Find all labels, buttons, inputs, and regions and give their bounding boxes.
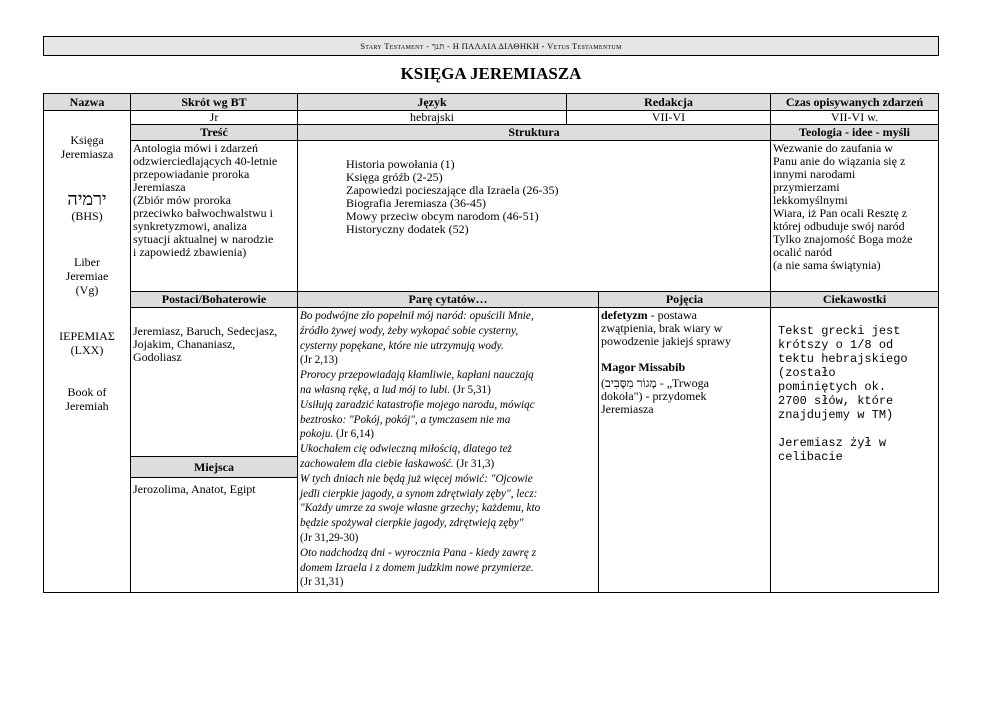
nazwa-line: [44, 237, 130, 251]
quote-line: W tych dniach nie będą już więcej mówić: "Ojcowie: [300, 472, 533, 485]
quote-line: na własną rękę, a lud mój to lubi.: [300, 383, 451, 396]
tresc-line: odzwierciedlających 40-letnie: [133, 154, 278, 168]
tresc-line: i zapowiedź zbawienia): [133, 245, 247, 259]
value-skrot: Jr: [130, 110, 298, 125]
value-czas: VII-VI w.: [770, 110, 939, 125]
quote-line: Prorocy przepowiadają kłamliwie, kapłani nauczają: [300, 369, 534, 382]
tresc-line: przepowiadanie proroka: [133, 167, 250, 181]
pojecia-cell: [598, 307, 771, 593]
teologia-line: Wiara, iż Pan ocali Resztę z: [773, 206, 908, 220]
quote-line: jedli cierpkie jagody, a synom zdrętwiały zęby", lecz:: [300, 487, 538, 500]
nazwa-line: Book of: [67, 385, 107, 399]
trivia-line: pominiętych ok.: [778, 380, 887, 394]
trivia-line: krótszy o 1/8 od: [778, 338, 894, 352]
postaci-cell: [130, 307, 298, 457]
quote-line: będzie spożywał cierpkie jagody, zdrętwieją zęby": [300, 517, 524, 530]
struktura-line: Historia powołania (1): [346, 157, 455, 171]
cytaty-cell: [297, 307, 599, 593]
miejsca-cell: [130, 477, 298, 593]
nazwa-line: Jeremiae: [65, 269, 109, 283]
postaci-line: Jeremiasz, Baruch, Sedecjasz,: [133, 324, 278, 338]
quote-line: beztrosko: "Pokój, pokój", a tymczasem nie ma: [300, 413, 511, 426]
teologia-line: Wezwanie do zaufania w: [773, 141, 893, 155]
nazwa-line: (LXX): [70, 343, 104, 357]
quote-line: Oto nadchodzą dni - wyrocznia Pana - kiedy zawrę z: [300, 546, 537, 559]
nazwa-line: [44, 311, 130, 325]
teologia-line: lekkomyślnymi: [773, 193, 848, 207]
quote-ref: (Jr 31,31): [300, 576, 344, 589]
teologia-line: Panu anie do wiązania się z: [773, 154, 906, 168]
trivia-line: Tekst grecki jest: [778, 324, 901, 338]
value-redakcja: VII-VI: [566, 110, 771, 125]
postaci-line: Jojakim, Chananiasz,: [133, 337, 236, 351]
struktura-line: Historyczny dodatek (52): [346, 222, 469, 236]
quote-ref: (Jr 31,3): [453, 457, 495, 470]
struktura-line: Księga gróźb (2-25): [346, 170, 443, 184]
ciekawostki-cell: [770, 307, 939, 593]
definition-line: Jeremiasza: [601, 402, 654, 416]
quote-line: "Każdy umrze za swoje własne grzechy; każdemu, kto: [300, 502, 541, 515]
quote-line: Ukochałem cię odwieczną miłością, dlatego też: [300, 443, 512, 456]
quote-line: Bo podwójne zło popełnił mój naród: opuścili Mnie,: [300, 310, 534, 322]
nazwa-line: Księga: [70, 133, 104, 147]
nazwa-line: Jeremiah: [65, 399, 109, 413]
quote-line: zachowałem dla ciebie łaskawość.: [300, 457, 454, 470]
nazwa-line: [44, 175, 130, 189]
trivia-line: Jeremiasz żył w: [778, 436, 887, 450]
struktura-line: Zapowiedzi pocieszające dla Izraela (26-35): [346, 183, 559, 197]
postaci-line: Godoliasz: [133, 350, 182, 364]
quote-line: źródło żywej wody, żeby wykopać sobie cysterny,: [300, 324, 519, 337]
miejsca-value: Jerozolima, Anatot, Egipt: [133, 482, 256, 496]
quote-line: cysterny popękane, które nie utrzymują wody.: [300, 339, 504, 352]
trivia-line: tektu hebrajskiego: [778, 352, 908, 366]
header-cytaty: Parę cytatów…: [297, 291, 599, 308]
nazwa-hebrew: ירמיה: [67, 189, 107, 209]
struktura-line: Mowy przeciw obcym narodom (46-51): [346, 209, 539, 223]
struktura-cell: [297, 140, 771, 292]
trivia-line: 2700 słów, które: [778, 394, 894, 408]
definition-line: powodzenie jakiejś sprawy: [601, 334, 731, 348]
quote-ref: (Jr 2,13): [300, 354, 338, 367]
header-czas: Czas opisywanych zdarzeń: [770, 93, 939, 111]
quote-ref: (Jr 6,14): [333, 428, 374, 441]
teologia-line: której odbuduje swój naród: [773, 219, 905, 233]
header-struktura: Struktura: [297, 124, 771, 141]
tresc-line: Jeremiasza: [133, 180, 186, 194]
term-defetyzm: defetyzm: [601, 308, 648, 322]
tresc-cell: [130, 140, 298, 292]
tresc-line: Antologia mówi i zdarzeń: [133, 141, 258, 155]
definition-line: - postawa: [647, 308, 697, 322]
teologia-line: innymi narodami: [773, 167, 856, 181]
trivia-line: celibacie: [778, 450, 843, 464]
tresc-line: synkretyzmowi, analiza: [133, 219, 247, 233]
header-redakcja: Redakcja: [566, 93, 771, 111]
header-pojecia: Pojęcia: [598, 291, 771, 308]
struktura-line: Biografia Jeremiasza (36-45): [346, 196, 486, 210]
trivia-line: znajdujemy w TM): [778, 408, 894, 422]
teologia-line: (a nie sama świątynia): [773, 258, 881, 272]
nazwa-line: Jeremiasza: [60, 147, 114, 161]
header-tresc: Treść: [130, 124, 298, 141]
trivia-line: (zostało: [778, 366, 836, 380]
header-ciekawostki: Ciekawostki: [770, 291, 939, 308]
definition-line: zwątpienia, brak wiary w: [601, 321, 723, 335]
nazwa-line: Liber: [74, 255, 100, 269]
header-miejsca: Miejsca: [130, 456, 298, 478]
quote-line: domem Izraela i z domem judzkim nowe przymierze.: [300, 561, 534, 574]
trivia-line: [778, 422, 938, 436]
teologia-line: przymierzami: [773, 180, 840, 194]
tresc-line: (Zbiór mów proroka: [133, 193, 231, 207]
header-teologia: Teologia - idee - myśli: [770, 124, 939, 141]
quote-line: pokoju.: [300, 428, 334, 441]
quote-line: Usiłują zaradzić katastrofie mojego narodu, mówiąc: [300, 398, 535, 411]
teologia-line: Tylko znajomość Boga może: [773, 232, 913, 246]
nazwa-line: (Vg): [75, 283, 99, 297]
tresc-line: sytuacji aktualnej w narodzie: [133, 232, 274, 246]
nazwa-names: [44, 133, 130, 413]
header-nazwa: Nazwa: [43, 93, 131, 111]
definition-line: (מָגוֹר מִסָּבִיב - „Trwoga: [601, 376, 709, 390]
header-jezyk: Język: [297, 93, 567, 111]
quote-ref: (Jr 5,31): [450, 383, 491, 396]
teologia-line: ocalić naród: [773, 245, 832, 259]
nazwa-greek: ΙΕΡΕΜΙΑΣ: [59, 329, 115, 343]
nazwa-line: [44, 161, 130, 175]
nazwa-line: [44, 371, 130, 385]
teologia-cell: [770, 140, 939, 292]
banner: [43, 36, 939, 56]
page-title: KSIĘGA JEREMIASZA: [400, 64, 582, 83]
nazwa-line: (BHS): [71, 209, 103, 223]
header-skrot: Skrót wg BT: [130, 93, 298, 111]
tresc-line: przeciwko bałwochwalstwu i: [133, 206, 273, 220]
header-postaci: Postaci/Bohaterowie: [130, 291, 298, 308]
nazwa-line: [44, 223, 130, 237]
value-jezyk: hebrajski: [297, 110, 567, 125]
nazwa-line: [44, 357, 130, 371]
definition-line: dokoła") - przydomek: [601, 389, 707, 403]
term-magor-missabib: Magor Missabib: [601, 360, 686, 374]
nazwa-line: [44, 297, 130, 311]
banner-text: Stary Testament - תנך - Η ΠΑΛΑΙΑ ΔΙΑΘΗΚΗ - Vetus Testamentum: [360, 41, 622, 51]
quote-ref: (Jr 31,29-30): [300, 531, 359, 544]
